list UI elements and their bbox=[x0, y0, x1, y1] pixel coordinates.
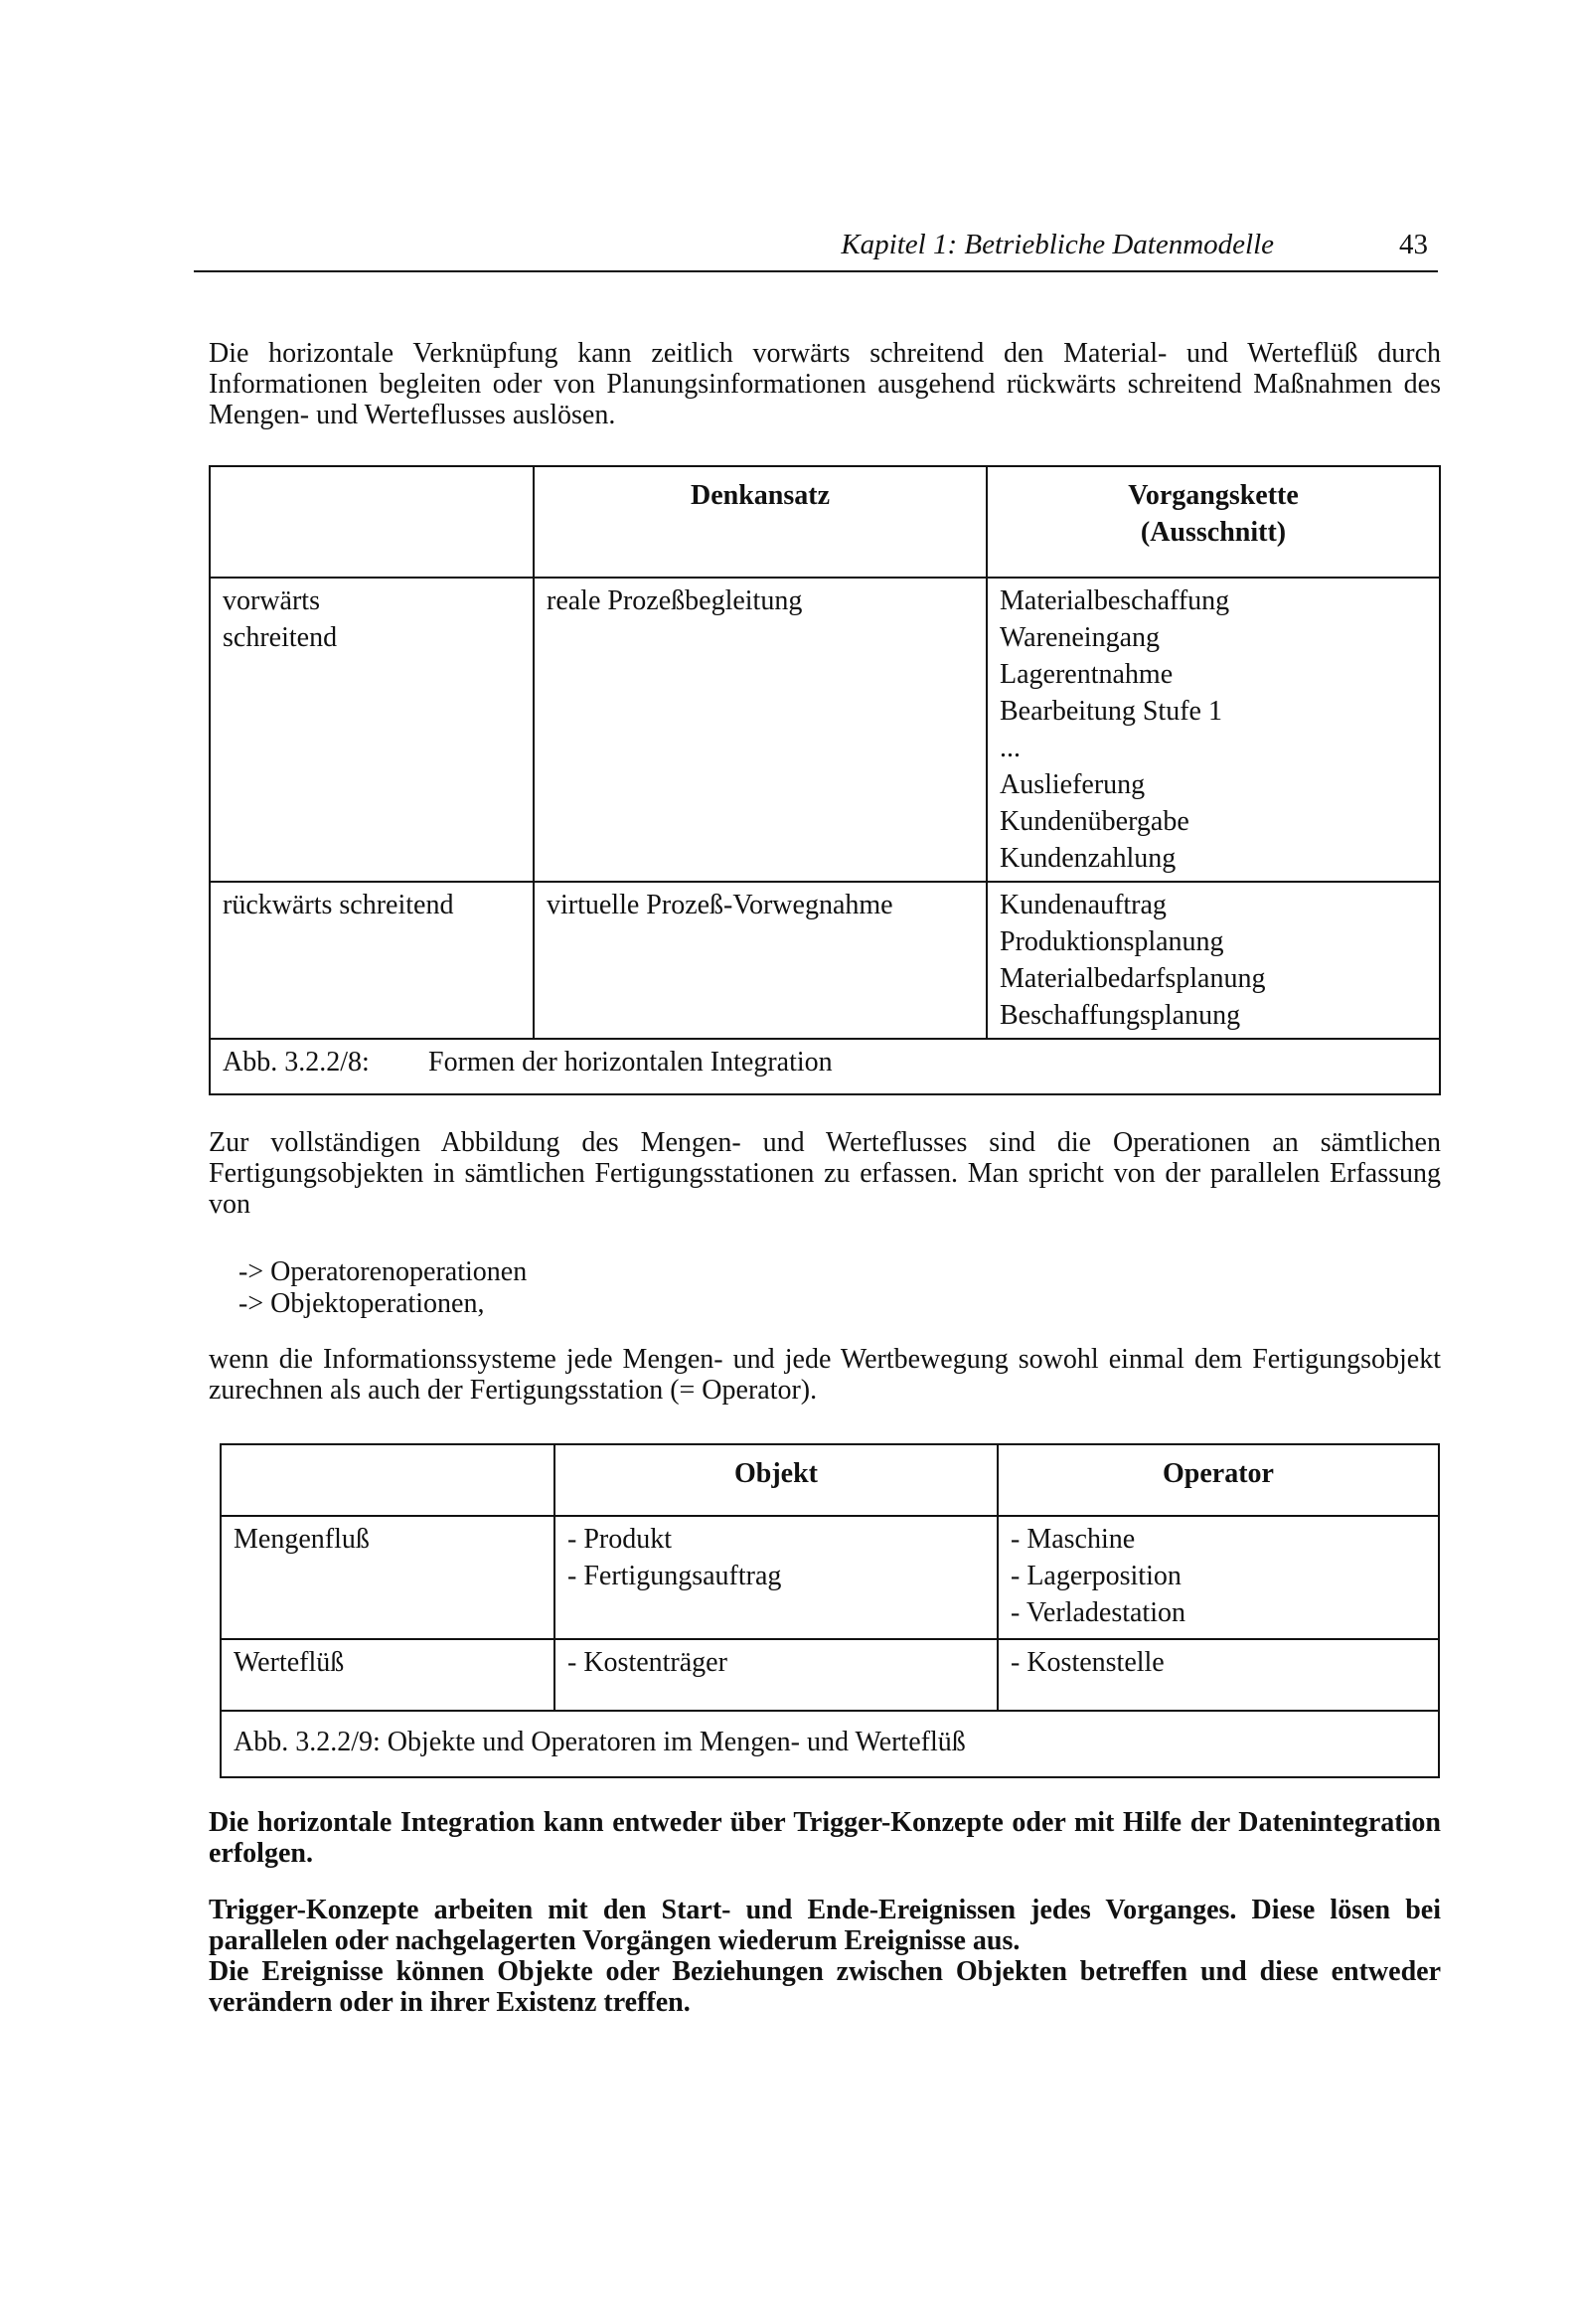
row-label-cell bbox=[210, 882, 534, 1039]
operator-cell bbox=[998, 1516, 1439, 1639]
page-number: 43 bbox=[1399, 229, 1428, 260]
table-header-denkansatz: Denkansatz bbox=[534, 466, 987, 578]
header-line: Vorgangskette bbox=[1128, 480, 1299, 511]
operator-item: - Verladestation bbox=[1011, 1597, 1185, 1628]
object-cell bbox=[554, 1516, 998, 1639]
chain-item: Lagerentnahme bbox=[1000, 659, 1174, 690]
table-row bbox=[221, 1639, 1439, 1711]
list-item: -> Operatorenoperationen bbox=[238, 1256, 528, 1287]
table-header-row bbox=[210, 466, 1440, 578]
table-caption bbox=[210, 1039, 1440, 1094]
object-item: - Fertigungsauftrag bbox=[567, 1561, 782, 1591]
chain-item: Kundenzahlung bbox=[1000, 843, 1177, 874]
row-label-cell bbox=[210, 578, 534, 882]
chain-item: Wareneingang bbox=[1000, 622, 1160, 653]
chain-item: ... bbox=[1000, 733, 1021, 763]
table-caption-row bbox=[221, 1711, 1439, 1777]
table-row bbox=[210, 882, 1440, 1039]
page-header bbox=[194, 227, 1438, 272]
chain-item: Auslieferung bbox=[1000, 769, 1146, 800]
caption-label: Abb. 3.2.2/8: bbox=[223, 1047, 370, 1078]
table-row bbox=[210, 578, 1440, 882]
row-label: Mengenfluß bbox=[221, 1516, 554, 1639]
object-cell bbox=[554, 1639, 998, 1711]
object-item: - Kostenträger bbox=[567, 1647, 727, 1678]
header-title: Kapitel 1: Betriebliche Datenmodelle bbox=[841, 229, 1274, 260]
paragraph-intro: Die horizontale Verknüpfung kann zeitlich vorwärts schreitend den Material- und Werteflüß durch Informationen begleiten oder von Planungsinformationen ausgehend rückwärts schreitend Maßnahmen des Mengen- und Werteflusses auslösen. bbox=[209, 338, 1441, 430]
chain-item: Beschaffungsplanung bbox=[1000, 1000, 1241, 1031]
table-header-objekt: Objekt bbox=[554, 1444, 998, 1516]
table-header-empty bbox=[210, 466, 534, 578]
row-label: schreitend bbox=[223, 622, 338, 653]
table-header-vorgangskette bbox=[987, 466, 1440, 578]
header-line: (Ausschnitt) bbox=[1140, 517, 1287, 548]
operator-item: - Lagerposition bbox=[1011, 1561, 1182, 1591]
operator-item: - Maschine bbox=[1011, 1524, 1136, 1555]
chain-item: Bearbeitung Stufe 1 bbox=[1000, 696, 1222, 727]
table-horizontal-integration bbox=[209, 465, 1441, 1095]
paragraph-events: Die Ereignisse können Objekte oder Beziehungen zwischen Objekten betreffen und diese entweder verändern oder in ihrer Existenz treffen. bbox=[209, 1956, 1441, 2018]
operator-cell bbox=[998, 1639, 1439, 1711]
table-caption-row bbox=[210, 1039, 1440, 1094]
table-row bbox=[221, 1516, 1439, 1639]
paragraph-operations: Zur vollständigen Abbildung des Mengen- und Werteflusses sind die Operationen an sämtlichen Fertigungsobjekten in sämtlichen Fertigungsstationen zu erfassen. Man spricht von der parallelen Erfassung von bbox=[209, 1127, 1441, 1220]
chain-item: Kundenauftrag bbox=[1000, 890, 1167, 920]
table-objects-operators bbox=[220, 1443, 1440, 1778]
caption-text: Formen der horizontalen Integration bbox=[428, 1047, 833, 1078]
row-label: vorwärts bbox=[223, 585, 320, 616]
chain-item: Materialbedarfsplanung bbox=[1000, 963, 1266, 994]
operations-list bbox=[238, 1256, 527, 1320]
operator-item: - Kostenstelle bbox=[1011, 1647, 1165, 1678]
object-item: - Produkt bbox=[567, 1524, 672, 1555]
row-label: Werteflüß bbox=[221, 1639, 554, 1711]
list-item: -> Objektoperationen, bbox=[238, 1288, 485, 1319]
table-caption: Abb. 3.2.2/9: Objekte und Operatoren im Mengen- und Werteflüß bbox=[221, 1711, 1439, 1777]
chain-cell bbox=[987, 578, 1440, 882]
table-header-row bbox=[221, 1444, 1439, 1516]
chain-cell bbox=[987, 882, 1440, 1039]
chain-item: Kundenübergabe bbox=[1000, 806, 1189, 837]
table-header-empty bbox=[221, 1444, 554, 1516]
table-header-operator: Operator bbox=[998, 1444, 1439, 1516]
row-label: rückwärts schreitend bbox=[223, 890, 454, 920]
chain-item: Materialbeschaffung bbox=[1000, 585, 1230, 616]
approach-cell: reale Prozeßbegleitung bbox=[534, 578, 987, 882]
paragraph-trigger-concepts: Trigger-Konzepte arbeiten mit den Start- und Ende-Ereignissen jedes Vorganges. Diese lösen bei parallelen oder nachgelagerten Vorgängen wiederum Ereignisse aus. bbox=[209, 1895, 1441, 1956]
paragraph-integration-methods: Die horizontale Integration kann entweder über Trigger-Konzepte oder mit Hilfe der Datenintegration erfolgen. bbox=[209, 1807, 1441, 1869]
approach-cell: virtuelle Prozeß-Vorwegnahme bbox=[534, 882, 987, 1039]
chain-item: Produktionsplanung bbox=[1000, 926, 1224, 957]
paragraph-information-systems: wenn die Informationssysteme jede Mengen- und jede Wertbewegung sowohl einmal dem Fertigungsobjekt zurechnen als auch der Fertigungsstation (= Operator). bbox=[209, 1344, 1441, 1406]
